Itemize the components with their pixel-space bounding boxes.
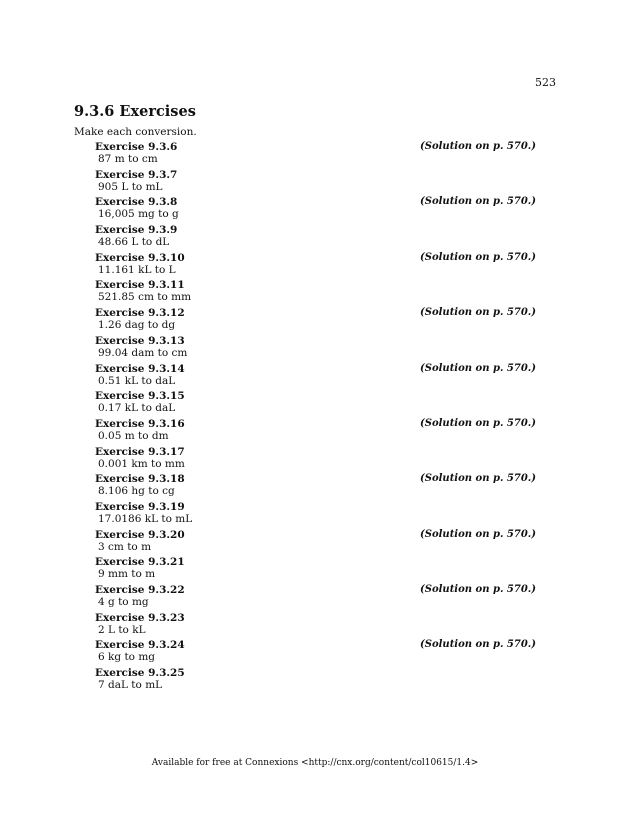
exercise-item [95,418,540,446]
exercise-title: Exercise 9.3.13 [95,334,185,347]
exercise-title: Exercise 9.3.12 [95,307,185,320]
exercise-item [95,169,540,197]
exercise-title: Exercise 9.3.6 [95,141,178,153]
exercise-item [95,335,540,363]
exercise-item [95,639,540,667]
exercise-title: Exercise 9.3.18 [95,473,185,486]
exercise-problem: 2 L to kL [98,623,146,636]
exercise-problem: 0.51 kL to daL [98,374,176,387]
exercise-title: Exercise 9.3.19 [95,500,185,513]
section-title: 9.3.6 Exercises [74,103,196,120]
exercise-problem: 87 m to cm [98,153,158,165]
exercise-title: Exercise 9.3.24 [95,639,185,652]
exercise-problem: 0.05 m to dm [98,429,169,442]
exercise-title: Exercise 9.3.8 [95,196,178,209]
exercise-item [95,473,540,501]
exercise-problem: 99.04 dam to cm [98,346,188,359]
exercise-item [95,224,540,252]
exercise-item [95,501,540,529]
exercise-title: Exercise 9.3.25 [95,667,185,680]
exercise-problem: 8.106 hg to cg [98,485,175,498]
solution-link[interactable]: (Solution on p. 570.) [420,362,536,374]
solution-link[interactable]: (Solution on p. 570.) [420,251,536,263]
exercise-item [95,529,540,557]
exercise-problem: 16,005 mg to g [98,208,179,221]
page-footer: Available for free at Connexions <http://cnx.org/content/col10615/1.4> [151,758,479,768]
exercise-item [95,363,540,391]
exercise-list [95,141,540,695]
exercise-title: Exercise 9.3.15 [95,390,185,403]
exercise-title: Exercise 9.3.23 [95,611,185,624]
solution-link[interactable]: (Solution on p. 570.) [420,528,536,540]
exercise-problem: 17.0186 kL to mL [98,512,193,525]
solution-link[interactable]: (Solution on p. 570.) [420,141,536,152]
exercise-title: Exercise 9.3.11 [95,279,185,292]
exercise-title: Exercise 9.3.21 [95,556,185,569]
solution-link[interactable]: (Solution on p. 570.) [420,417,536,429]
exercise-item [95,446,540,474]
exercise-problem: 905 L to mL [98,180,163,193]
exercise-item [95,390,540,418]
exercise-title: Exercise 9.3.16 [95,417,185,430]
exercise-item [95,584,540,612]
exercise-problem: 9 mm to m [98,568,156,581]
exercise-problem: 11.161 kL to L [98,263,176,276]
exercise-title: Exercise 9.3.9 [95,224,178,237]
exercise-problem: 1.26 dag to dg [98,319,176,332]
solution-link[interactable]: (Solution on p. 570.) [420,639,536,651]
exercise-item [95,252,540,280]
exercise-problem: 48.66 L to dL [98,236,170,249]
exercise-title: Exercise 9.3.10 [95,251,185,264]
exercise-item [95,279,540,307]
exercise-problem: 4 g to mg [98,596,149,608]
exercise-problem: 0.17 kL to daL [98,402,176,415]
section-intro: Make each conversion. [74,126,197,138]
solution-link[interactable]: (Solution on p. 570.) [420,307,536,319]
exercise-item [95,556,540,584]
exercise-title: Exercise 9.3.7 [95,168,178,181]
exercise-item [95,141,540,169]
solution-link[interactable]: (Solution on p. 570.) [420,196,536,208]
page-number: 523 [535,76,556,89]
exercise-item [95,667,540,695]
exercise-item [95,307,540,335]
solution-link[interactable]: (Solution on p. 570.) [420,473,536,485]
exercise-problem: 7 daL to mL [98,679,163,692]
exercise-title: Exercise 9.3.14 [95,362,185,375]
exercise-item [95,196,540,224]
exercise-title: Exercise 9.3.20 [95,528,185,541]
exercise-item [95,612,540,640]
exercise-problem: 0.001 km to mm [98,457,185,470]
exercise-title: Exercise 9.3.22 [95,584,185,596]
exercise-problem: 521.85 cm to mm [98,291,192,304]
exercise-problem: 6 kg to mg [98,651,155,664]
exercise-title: Exercise 9.3.17 [95,445,185,458]
exercise-problem: 3 cm to m [98,540,152,553]
solution-link[interactable]: (Solution on p. 570.) [420,584,536,595]
